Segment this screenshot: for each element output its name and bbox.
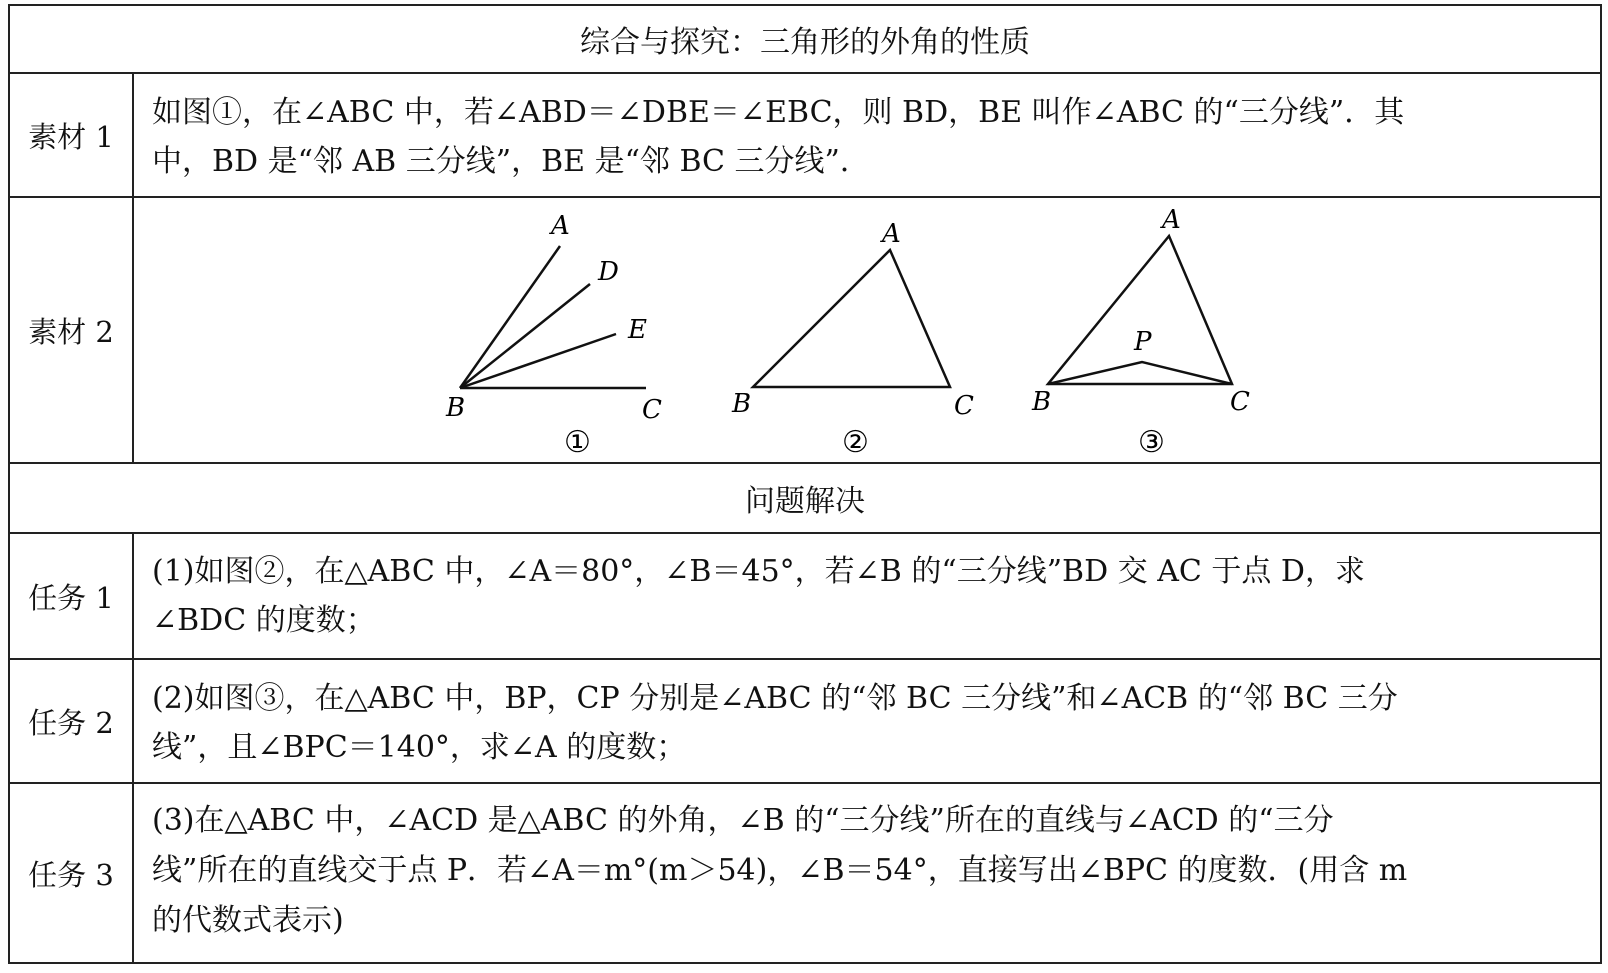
task-1-content <box>134 534 1600 658</box>
fig3-label-p: P <box>1134 327 1152 357</box>
material-2-label: 素材 2 <box>10 198 134 462</box>
figures-svg <box>134 198 1602 462</box>
figure-1 <box>445 211 662 460</box>
task-2-content <box>134 660 1600 782</box>
figure-2 <box>731 219 974 460</box>
task-2-line: (2)如图③，在△ABC 中，BP，CP 分别是∠ABC 的“邻 BC 三分线”和∠ACB 的“邻 BC 三分 <box>152 681 1398 716</box>
fig3-label-c: C <box>1230 387 1250 417</box>
task-2-row <box>10 660 1600 784</box>
fig3-number: ③ <box>1138 425 1165 460</box>
task-3-line: 的代数式表示) <box>152 903 344 938</box>
material-1-content <box>134 74 1600 196</box>
material-1-text-line: 中，BD 是“邻 AB 三分线”，BE 是“邻 BC 三分线”． <box>152 144 870 179</box>
fig1-label-a: A <box>551 211 570 241</box>
section-title: 问题解决 <box>745 484 865 519</box>
worksheet-title: 综合与探究：三角形的外角的性质 <box>580 25 1030 60</box>
triangle-abc <box>753 250 950 387</box>
material-2-row <box>10 198 1600 464</box>
task-3-line: 线”所在的直线交于点 P．若∠A＝m°(m＞54)，∠B＝54°，直接写出∠BPC 的度数．(用含 m <box>152 853 1408 888</box>
fig3-label-a: A <box>1162 205 1181 235</box>
fig1-label-c: C <box>642 395 662 425</box>
task-2-line: 线”，且∠BPC＝140°，求∠A 的度数； <box>152 730 687 765</box>
task-1-label: 任务 1 <box>10 534 134 658</box>
task-3-content <box>134 784 1600 962</box>
fig1-label-e: E <box>628 315 647 345</box>
section-title-row <box>10 464 1600 534</box>
fig1-label-b: B <box>446 393 466 423</box>
task-1-line: ∠BDC 的度数； <box>152 603 376 638</box>
material-1-label: 素材 1 <box>10 74 134 196</box>
material-1-text-line: 如图①，在∠ABC 中，若∠ABD＝∠DBE＝∠EBC，则 BD，BE 叫作∠ABC 的“三分线”．其 <box>152 95 1405 130</box>
fig2-label-b: B <box>732 389 752 419</box>
worksheet-table <box>8 4 1602 964</box>
title-row <box>10 6 1600 74</box>
fig3-label-b: B <box>1032 387 1052 417</box>
ray-bd <box>460 284 590 388</box>
segments-bp-cp <box>1048 362 1232 384</box>
task-3-label: 任务 3 <box>10 784 134 962</box>
fig2-label-c: C <box>954 391 974 421</box>
fig2-label-a: A <box>882 219 901 249</box>
material-1-row <box>10 74 1600 198</box>
fig2-number: ② <box>842 425 869 460</box>
task-1-line: (1)如图②，在△ABC 中，∠A＝80°，∠B＝45°，若∠B 的“三分线”BD 交 AC 于点 D，求 <box>152 554 1365 589</box>
fig1-number: ① <box>564 425 591 460</box>
task-1-row <box>10 534 1600 660</box>
task-3-row <box>10 784 1600 962</box>
ray-ba <box>460 246 560 388</box>
task-2-label: 任务 2 <box>10 660 134 782</box>
material-2-figures <box>134 198 1600 462</box>
fig1-label-d: D <box>598 257 619 287</box>
task-3-line: (3)在△ABC 中，∠ACD 是△ABC 的外角，∠B 的“三分线”所在的直线与∠ACD 的“三分 <box>152 803 1334 838</box>
figure-3 <box>1031 205 1250 460</box>
ray-be <box>460 334 616 388</box>
